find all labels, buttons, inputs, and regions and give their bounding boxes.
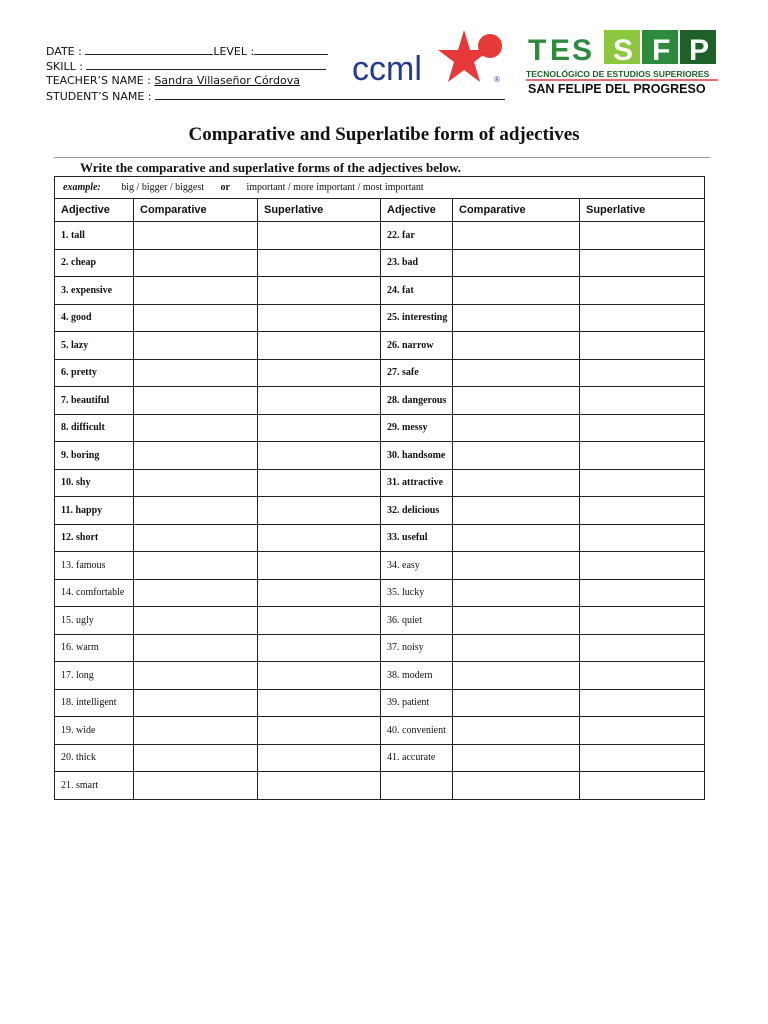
adjective-cell: 15. ugly — [55, 607, 134, 635]
table-row — [55, 662, 705, 690]
adjective-cell: 21. smart — [55, 772, 134, 800]
tes-letter-s: S — [572, 34, 593, 67]
table-row — [55, 497, 705, 525]
comparative-answer-cell[interactable] — [453, 579, 580, 607]
table-row — [55, 277, 705, 305]
col-header-adjective-2: Adjective — [381, 199, 453, 222]
adjective-cell: 27. safe — [381, 359, 453, 387]
table-row — [55, 552, 705, 580]
adjective-cell: 6. pretty — [55, 359, 134, 387]
col-header-adjective-1: Adjective — [55, 199, 134, 222]
adjective-cell: 28. dangerous — [381, 387, 453, 415]
superlative-answer-cell[interactable] — [258, 497, 381, 525]
level-label: LEVEL : — [213, 45, 255, 58]
tes-letter-e: E — [550, 34, 571, 67]
table-row — [55, 332, 705, 360]
comparative-answer-cell[interactable] — [453, 524, 580, 552]
table-row — [55, 442, 705, 470]
adjective-cell: 24. fat — [381, 277, 453, 305]
superlative-answer-cell[interactable] — [580, 414, 705, 442]
superlative-answer-cell[interactable] — [258, 662, 381, 690]
superlative-answer-cell[interactable] — [258, 772, 381, 800]
superlative-answer-cell[interactable] — [580, 607, 705, 635]
col-header-comparative-2: Comparative — [453, 199, 580, 222]
comparative-answer-cell[interactable] — [134, 222, 258, 250]
superlative-answer-cell[interactable] — [580, 662, 705, 690]
worksheet-title: Comparative and Superlatibe form of adjectives — [188, 124, 580, 145]
adjective-cell: 3. expensive — [55, 277, 134, 305]
comparative-answer-cell[interactable] — [134, 717, 258, 745]
comparative-answer-cell[interactable] — [453, 744, 580, 772]
adjective-cell: 5. lazy — [55, 332, 134, 360]
tes-letter-t: T — [528, 34, 547, 67]
table-row — [55, 469, 705, 497]
table-row — [55, 387, 705, 415]
adjective-cell: 40. convenient — [381, 717, 453, 745]
instruction-rule — [54, 157, 710, 158]
superlative-answer-cell[interactable] — [580, 469, 705, 497]
superlative-answer-cell[interactable] — [580, 497, 705, 525]
adjective-cell: 34. easy — [381, 552, 453, 580]
adjective-cell: 2. cheap — [55, 249, 134, 277]
date-label: DATE : — [46, 45, 82, 58]
superlative-answer-cell[interactable] — [258, 744, 381, 772]
svg-text:®: ® — [494, 75, 500, 84]
table-row — [55, 359, 705, 387]
svg-text:F: F — [652, 34, 671, 67]
comparative-answer-cell[interactable] — [453, 634, 580, 662]
adjective-cell: 17. long — [55, 662, 134, 690]
example-first: big / bigger / biggest — [121, 182, 205, 193]
superlative-answer-cell[interactable] — [580, 249, 705, 277]
superlative-answer-cell[interactable] — [258, 332, 381, 360]
student-line — [46, 88, 505, 105]
comparative-answer-cell[interactable] — [453, 359, 580, 387]
example-label: example: — [63, 182, 101, 193]
adjective-cell: 22. far — [381, 222, 453, 250]
col-header-comparative-1: Comparative — [134, 199, 258, 222]
adjective-cell: 11. happy — [55, 497, 134, 525]
comparative-answer-cell[interactable] — [134, 689, 258, 717]
level-field[interactable] — [254, 43, 328, 55]
comparative-answer-cell[interactable] — [134, 634, 258, 662]
comparative-answer-cell[interactable] — [134, 442, 258, 470]
comparative-answer-cell[interactable] — [453, 662, 580, 690]
comparative-answer-cell[interactable] — [134, 497, 258, 525]
superlative-answer-cell[interactable] — [258, 222, 381, 250]
adjective-cell: 12. short — [55, 524, 134, 552]
teacher-name: Sandra Villaseñor Córdova — [154, 74, 300, 87]
comparative-answer-cell[interactable] — [134, 249, 258, 277]
comparative-answer-cell[interactable] — [453, 552, 580, 580]
comparative-answer-cell[interactable] — [453, 469, 580, 497]
adjective-cell: 32. delicious — [381, 497, 453, 525]
superlative-answer-cell[interactable] — [580, 524, 705, 552]
teacher-line — [46, 73, 300, 89]
superlative-answer-cell[interactable] — [258, 579, 381, 607]
adjective-cell: 26. narrow — [381, 332, 453, 360]
comparative-answer-cell[interactable] — [134, 469, 258, 497]
superlative-answer-cell[interactable] — [580, 744, 705, 772]
comparative-answer-cell[interactable] — [134, 772, 258, 800]
table-row — [55, 249, 705, 277]
superlative-answer-cell[interactable] — [258, 689, 381, 717]
adjective-cell: 39. patient — [381, 689, 453, 717]
superlative-answer-cell[interactable] — [580, 332, 705, 360]
comparative-answer-cell[interactable] — [453, 249, 580, 277]
table-row — [55, 304, 705, 332]
superlative-answer-cell[interactable] — [580, 689, 705, 717]
adjective-cell: 35. lucky — [381, 579, 453, 607]
ccml-logo — [352, 28, 508, 86]
example-second: important / more important / most important — [246, 182, 424, 193]
instruction-text: Write the comparative and superlative forms of the adjectives below. — [80, 160, 462, 175]
superlative-answer-cell[interactable] — [258, 359, 381, 387]
table-row — [55, 717, 705, 745]
adjective-cell: 10. shy — [55, 469, 134, 497]
adjective-cell: 23. bad — [381, 249, 453, 277]
adjective-cell: 20. thick — [55, 744, 134, 772]
comparative-answer-cell[interactable] — [134, 277, 258, 305]
comparative-answer-cell[interactable] — [453, 387, 580, 415]
adjective-cell: 25. interesting — [381, 304, 453, 332]
comparative-answer-cell[interactable] — [134, 744, 258, 772]
adjective-cell: 31. attractive — [381, 469, 453, 497]
header-row — [55, 199, 705, 222]
superlative-answer-cell[interactable] — [580, 579, 705, 607]
col-header-superlative-1: Superlative — [258, 199, 381, 222]
adjective-cell: 13. famous — [55, 552, 134, 580]
svg-text:S: S — [613, 34, 634, 67]
table-row — [55, 414, 705, 442]
comparative-answer-cell[interactable] — [134, 414, 258, 442]
comparative-answer-cell[interactable] — [453, 607, 580, 635]
table-body — [55, 222, 705, 800]
table-row — [55, 634, 705, 662]
superlative-answer-cell[interactable] — [580, 304, 705, 332]
superlative-answer-cell[interactable] — [580, 277, 705, 305]
table-row — [55, 222, 705, 250]
worksheet-table — [54, 176, 705, 800]
comparative-answer-cell[interactable] — [453, 222, 580, 250]
comparative-answer-cell[interactable] — [134, 579, 258, 607]
ball-icon — [478, 34, 502, 58]
adjective-cell: 38. modern — [381, 662, 453, 690]
adjective-cell: 37. noisy — [381, 634, 453, 662]
comparative-answer-cell[interactable] — [134, 607, 258, 635]
comparative-answer-cell[interactable] — [453, 497, 580, 525]
ccml-logo-text: ccml — [352, 50, 422, 86]
adjective-cell: 9. boring — [55, 442, 134, 470]
tessfp-logo — [524, 28, 724, 100]
comparative-answer-cell[interactable] — [453, 304, 580, 332]
adjective-cell: 36. quiet — [381, 607, 453, 635]
superlative-answer-cell[interactable] — [258, 249, 381, 277]
adjective-cell: 33. useful — [381, 524, 453, 552]
comparative-answer-cell[interactable] — [134, 359, 258, 387]
superlative-answer-cell[interactable] — [580, 442, 705, 470]
adjective-cell: 1. tall — [55, 222, 134, 250]
student-field[interactable] — [155, 88, 505, 100]
example-row — [55, 177, 705, 199]
adjective-cell: 4. good — [55, 304, 134, 332]
table-row — [55, 772, 705, 800]
student-label: STUDENT’S NAME : — [46, 90, 152, 103]
superlative-answer-cell[interactable] — [258, 552, 381, 580]
superlative-answer-cell[interactable] — [580, 552, 705, 580]
table-row — [55, 524, 705, 552]
comparative-answer-cell[interactable] — [134, 552, 258, 580]
comparative-answer-cell[interactable] — [453, 277, 580, 305]
comparative-answer-cell[interactable] — [134, 332, 258, 360]
superlative-answer-cell[interactable] — [258, 634, 381, 662]
adjective-cell: 7. beautiful — [55, 387, 134, 415]
adjective-cell: 18. intelligent — [55, 689, 134, 717]
adjective-cell: 14. comfortable — [55, 579, 134, 607]
superlative-answer-cell[interactable] — [258, 524, 381, 552]
comparative-answer-cell[interactable] — [134, 662, 258, 690]
example-or: or — [220, 182, 230, 193]
superlative-answer-cell[interactable] — [258, 414, 381, 442]
superlative-answer-cell[interactable] — [580, 222, 705, 250]
comparative-answer-cell[interactable] — [453, 414, 580, 442]
svg-text:P: P — [689, 34, 710, 67]
adjective-cell: 30. handsome — [381, 442, 453, 470]
table-row — [55, 579, 705, 607]
table-row — [55, 607, 705, 635]
teacher-label: TEACHER’S NAME : — [46, 74, 151, 87]
table-row — [55, 744, 705, 772]
adjective-cell: 29. messy — [381, 414, 453, 442]
tes-line1: TECNOLÓGICO DE ESTUDIOS SUPERIORES — [526, 69, 710, 79]
comparative-answer-cell[interactable] — [453, 442, 580, 470]
comparative-answer-cell[interactable] — [453, 332, 580, 360]
adjective-cell: 19. wide — [55, 717, 134, 745]
skill-field[interactable] — [86, 58, 326, 70]
adjective-cell — [381, 772, 453, 800]
superlative-answer-cell[interactable] — [258, 304, 381, 332]
superlative-answer-cell[interactable] — [580, 772, 705, 800]
comparative-answer-cell[interactable] — [134, 304, 258, 332]
superlative-answer-cell[interactable] — [580, 387, 705, 415]
adjective-cell: 16. warm — [55, 634, 134, 662]
comparative-answer-cell[interactable] — [134, 524, 258, 552]
comparative-answer-cell[interactable] — [453, 689, 580, 717]
tes-line2: SAN FELIPE DEL PROGRESO — [528, 82, 706, 96]
superlative-answer-cell[interactable] — [258, 469, 381, 497]
superlative-answer-cell[interactable] — [258, 717, 381, 745]
date-field[interactable] — [85, 43, 213, 55]
superlative-answer-cell[interactable] — [580, 359, 705, 387]
superlative-answer-cell[interactable] — [258, 277, 381, 305]
superlative-answer-cell[interactable] — [580, 634, 705, 662]
superlative-answer-cell[interactable] — [258, 387, 381, 415]
adjective-cell: 8. difficult — [55, 414, 134, 442]
superlative-answer-cell[interactable] — [258, 442, 381, 470]
comparative-answer-cell[interactable] — [453, 772, 580, 800]
superlative-answer-cell[interactable] — [258, 607, 381, 635]
col-header-superlative-2: Superlative — [580, 199, 705, 222]
adjective-cell: 41. accurate — [381, 744, 453, 772]
table-row — [55, 689, 705, 717]
comparative-answer-cell[interactable] — [453, 717, 580, 745]
superlative-answer-cell[interactable] — [580, 717, 705, 745]
comparative-answer-cell[interactable] — [134, 387, 258, 415]
skill-label: SKILL : — [46, 60, 83, 73]
